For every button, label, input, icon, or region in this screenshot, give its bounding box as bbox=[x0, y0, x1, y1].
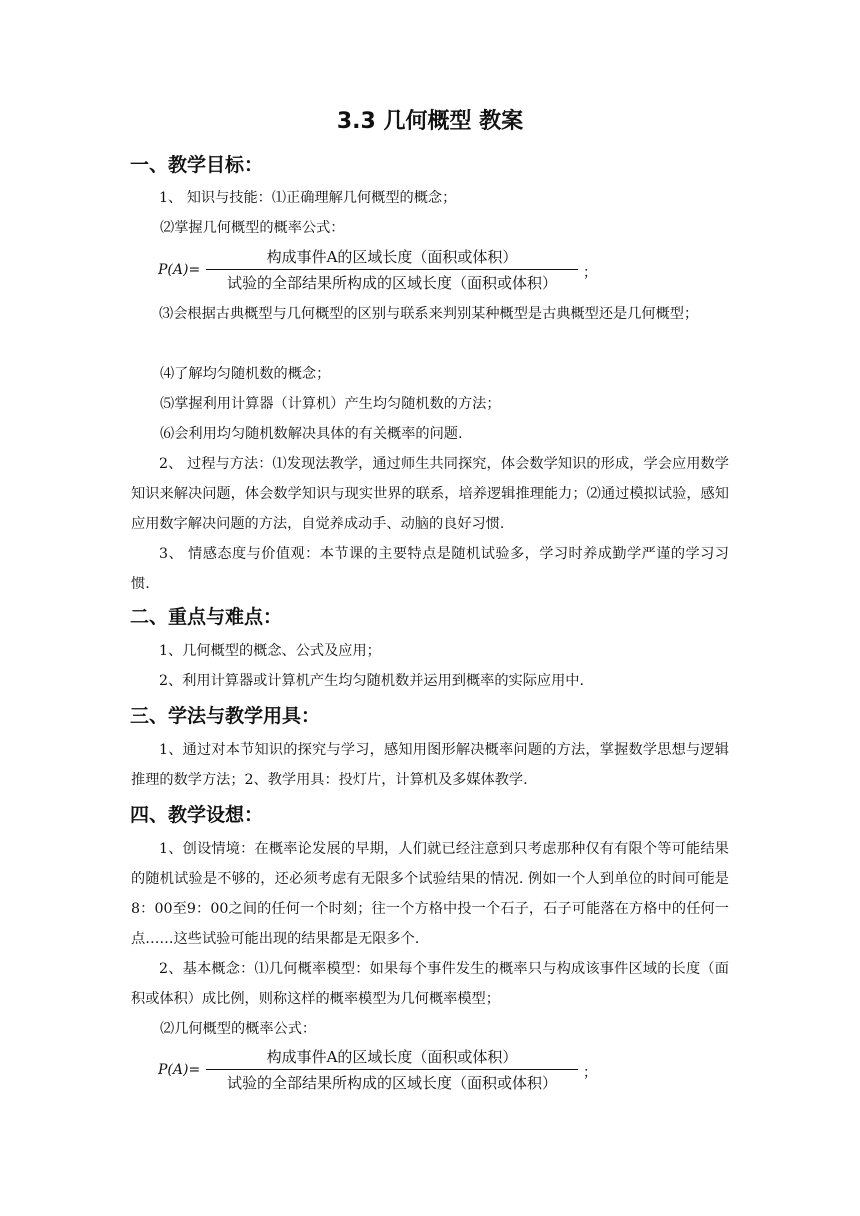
formula-numerator: 构成事件A的区域长度（面积或体积） bbox=[266, 248, 518, 266]
design-formula-intro: ⑵几何概型的概率公式： bbox=[160, 1021, 317, 1037]
formula-tail: ； bbox=[583, 1065, 597, 1081]
formula-numerator: 构成事件A的区域长度（面积或体积） bbox=[266, 1048, 518, 1066]
design-basic-concept: 2、基本概念：⑴几何概率模型：如果每个事件发生的概率只与构成该事件区域的长度（面积或体积）成比例，则称这样的概率模型为几何概率模型； bbox=[131, 961, 729, 1007]
fraction-bar bbox=[206, 1069, 578, 1070]
methods-text: 1、通过对本节知识的探究与学习，感知用图形解决概率问题的方法，掌握数学思想与逻辑推理的数学方法；2、教学用具：投灯片，计算机及多媒体教学. bbox=[131, 742, 729, 788]
document-title: 3.3 几何概型 教案 bbox=[336, 109, 524, 134]
objective-knowledge: 1、 知识与技能：⑴正确理解几何概型的概念； bbox=[159, 190, 457, 206]
objective-formula-intro: ⑵掌握几何概型的概率公式： bbox=[160, 220, 345, 236]
section-heading-keypoints: 二、重点与难点： bbox=[130, 606, 283, 628]
keypoint-2: 2、利用计算器或计算机产生均匀随机数并运用到概率的实际应用中. bbox=[159, 673, 584, 689]
objective-calculator: ⑸掌握利用计算器（计算机）产生均匀随机数的方法； bbox=[160, 396, 501, 412]
fraction-bar bbox=[206, 269, 578, 270]
objective-uniform-random: ⑷了解均匀随机数的概念； bbox=[160, 366, 331, 382]
probability-formula bbox=[158, 246, 618, 296]
formula-tail: ； bbox=[583, 265, 597, 281]
objective-apply: ⑹会利用均匀随机数解决具体的有关概率的问题. bbox=[160, 426, 463, 442]
formula-lhs: P(A)= bbox=[158, 262, 201, 278]
formula-fraction bbox=[206, 246, 578, 294]
keypoint-1: 1、几何概型的概念、公式及应用； bbox=[159, 643, 381, 659]
formula-denominator: 试验的全部结果所构成的区域长度（面积或体积） bbox=[226, 274, 557, 292]
objective-distinguish: ⑶会根据古典概型与几何概型的区别与联系来判别某种概型是古典概型还是几何概型； bbox=[159, 306, 699, 322]
probability-formula-repeat bbox=[158, 1046, 618, 1096]
objective-process-method: 2、 过程与方法：⑴发现法教学，通过师生共同探究，体会数学知识的形成，学会应用数学知识来解决问题，体会数学知识与现实世界的联系，培养逻辑推理能力；⑵通过模拟试验，感知应用数字解决问题的方法，自觉养成动手、动脑的良好习惯. bbox=[131, 456, 729, 532]
formula-lhs: P(A)= bbox=[158, 1062, 201, 1078]
objective-attitude: 3、 情感态度与价值观：本节课的主要特点是随机试验多，学习时养成勤学严谨的学习习惯. bbox=[131, 546, 729, 592]
formula-denominator: 试验的全部结果所构成的区域长度（面积或体积） bbox=[226, 1074, 557, 1092]
section-heading-methods: 三、学法与教学用具： bbox=[130, 705, 321, 727]
section-heading-objectives: 一、教学目标： bbox=[130, 154, 264, 176]
design-context: 1、创设情境：在概率论发展的早期，人们就已经注意到只考虑那种仅有有限个等可能结果的随机试验是不够的，还必须考虑有无限多个试验结果的情况. 例如一个人到单位的时间可能是8：00至9：00之间的任何一个时刻；往一个方格中投一个石子，石子可能落在方格中的任何一点……这些试验可能出现的结果都是无限多个. bbox=[131, 841, 729, 947]
formula-fraction bbox=[206, 1046, 578, 1094]
section-heading-design: 四、教学设想： bbox=[130, 804, 264, 826]
